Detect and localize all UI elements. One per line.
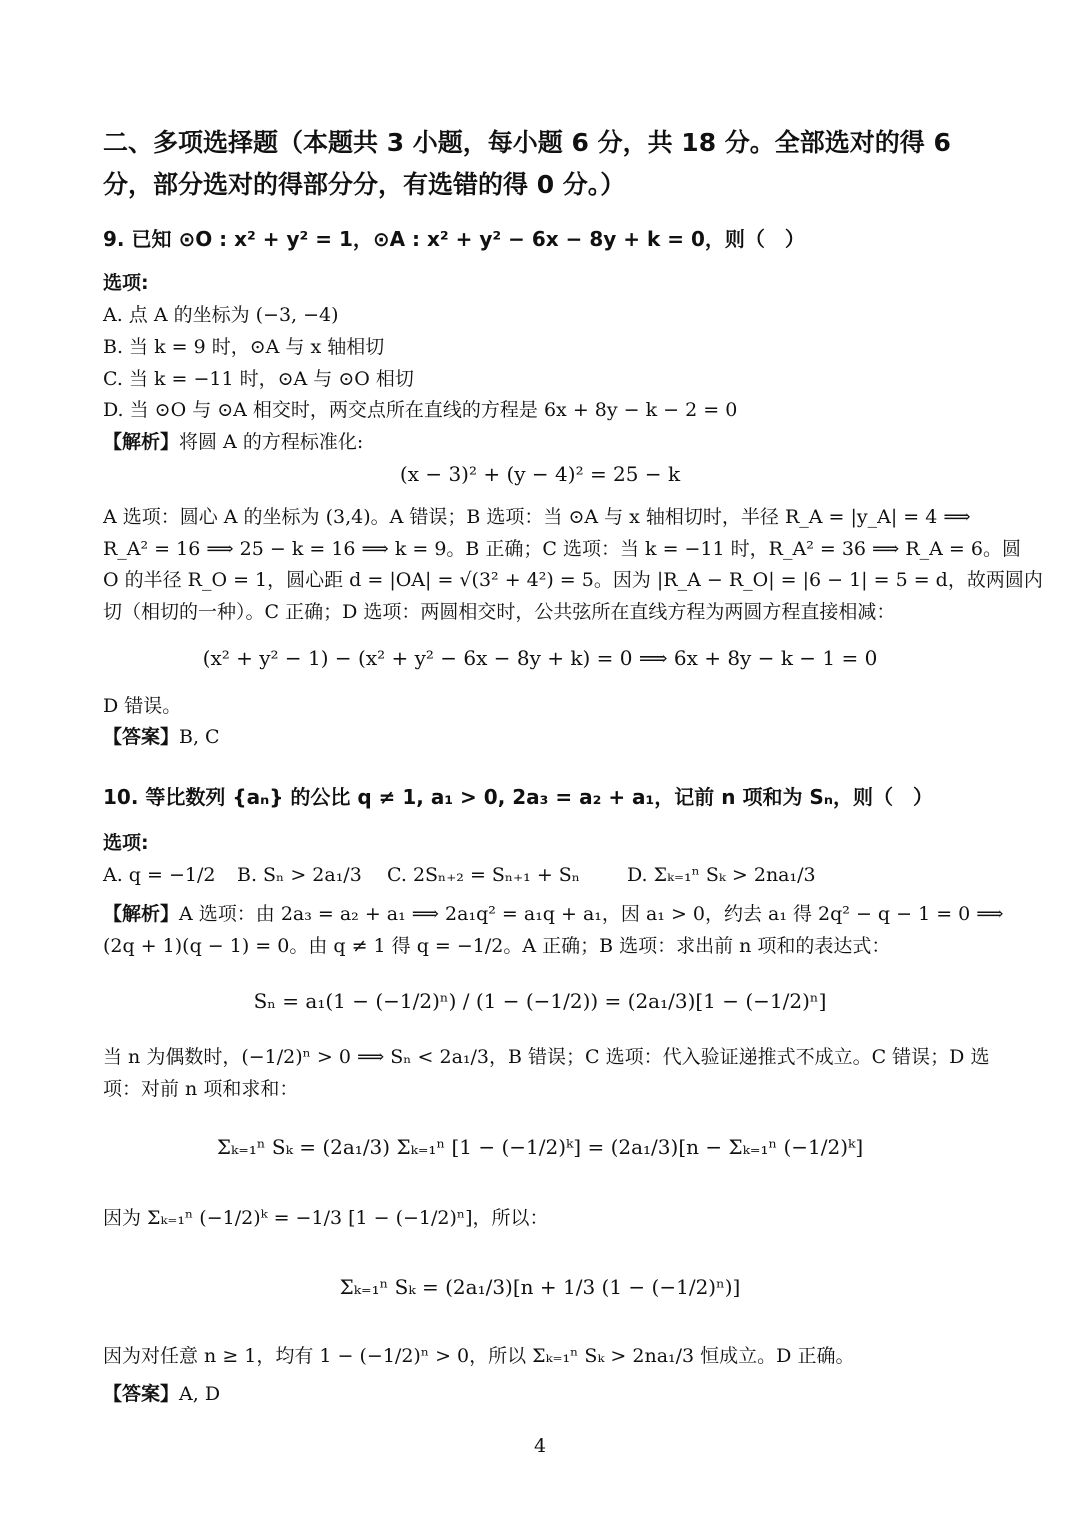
q10-body-line-1: 当 n 为偶数时，(−1/2)ⁿ > 0 ⟹ Sₙ < 2a₁/3，B 错误；C 选项：代入验证递推式不成立。C 错误；D 选 [103,1046,990,1068]
q10-options-row [103,862,980,888]
q9-analysis-intro: 将圆 A 的方程标准化: [179,431,364,453]
q9-option-b: B. 当 k = 9 时，⊙A 与 x 轴相切 [103,336,385,358]
q10-equation-3: Σₖ₌₁ⁿ Sₖ = (2a₁/3)[n + 1/3 (1 − (−1/2)ⁿ)] [339,1275,741,1299]
q9-body-line-2: R_A² = 16 ⟹ 25 − k = 16 ⟹ k = 9。B 正确；C 选项：当 k = −11 时，R_A² = 36 ⟹ R_A = 6。圆 [103,538,1021,560]
section-title-line-1: 二、多项选择题（本题共 3 小题，每小题 6 分，共 18 分。全部选对的得 6 [103,128,951,157]
q10-options-label: 选项: [103,832,149,854]
q10-option-d: D. Σₖ₌₁ⁿ Sₖ > 2na₁/3 [627,864,816,886]
q9-options-label: 选项: [103,272,149,294]
q9-analysis-intro-line [103,429,980,455]
q9-option-a: A. 点 A 的坐标为 (−3, −4) [103,304,339,326]
section-title-line-2: 分，部分选对的得部分分，有选错的得 0 分。） [103,170,626,199]
q9-answer-label: 【答案】 [103,726,180,748]
q10-analysis-line-1 [103,901,1004,927]
q9-equation-2: (x² + y² − 1) − (x² + y² − 6x − 8y + k) = 0 ⟹ 6x + 8y − k − 1 = 0 [202,646,878,670]
q9-body-line-4: 切（相切的一种）。C 正确；D 选项：两圆相交时，公共弦所在直线方程为两圆方程直接相减： [103,601,896,623]
q9-analysis-label: 【解析】 [103,431,180,453]
q10-equation-1: Sₙ = a₁(1 − (−1/2)ⁿ) / (1 − (−1/2)) = (2a₁/3)[1 − (−1/2)ⁿ] [253,989,827,1013]
q9-tail: D 错误。 [103,695,182,717]
q10-because-line: 因为 Σₖ₌₁ⁿ (−1/2)ᵏ = −1/3 [1 − (−1/2)ⁿ]，所以： [103,1207,549,1229]
q10-option-c: C. 2Sₙ₊₂ = Sₙ₊₁ + Sₙ [387,864,581,886]
q10-option-b: B. Sₙ > 2a₁/3 [237,864,362,886]
q9-stem: 9. 已知 ⊙O : x² + y² = 1，⊙A : x² + y² − 6x − 8y + k = 0，则（ ） [103,227,805,251]
q9-body-line-3: O 的半径 R_O = 1，圆心距 d = |OA| = √(3² + 4²) = 5。因为 |R_A − R_O| = |6 − 1| = 5 = d，故两圆内 [103,569,1043,591]
q9-body-line-1: A 选项：圆心 A 的坐标为 (3,4)。A 错误；B 选项：当 ⊙A 与 x 轴相切时，半径 R_A = |y_A| = 4 ⟹ [103,506,971,528]
q10-analysis-label: 【解析】 [103,903,180,925]
q9-answer-line [103,724,980,750]
q10-conclusion: 因为对任意 n ≥ 1，均有 1 − (−1/2)ⁿ > 0，所以 Σₖ₌₁ⁿ Sₖ > 2na₁/3 恒成立。D 正确。 [103,1345,855,1367]
q10-stem: 10. 等比数列 {aₙ} 的公比 q ≠ 1, a₁ > 0, 2a₃ = a₂ + a₁，记前 n 项和为 Sₙ，则（ ） [103,785,933,809]
q9-option-d: D. 当 ⊙O 与 ⊙A 相交时，两交点所在直线的方程是 6x + 8y − k − 2 = 0 [103,399,738,421]
q10-answer-label: 【答案】 [103,1383,180,1405]
page-number: 4 [533,1435,547,1457]
q10-analysis-text-1: A 选项：由 2a₃ = a₂ + a₁ ⟹ 2a₁q² = a₁q + a₁，因 a₁ > 0，约去 a₁ 得 2q² − q − 1 = 0 ⟹ [179,903,1004,925]
q10-body-line-2: 项：对前 n 项和求和： [103,1078,299,1100]
q9-answer: B, C [179,726,220,748]
q10-answer: A, D [179,1383,221,1405]
q10-analysis-line-2: (2q + 1)(q − 1) = 0。由 q ≠ 1 得 q = −1/2。A 正确；B 选项：求出前 n 项和的表达式： [103,935,891,957]
q10-option-a: A. q = −1/2 [103,864,216,886]
q9-equation-1: (x − 3)² + (y − 4)² = 25 − k [399,462,681,486]
q10-answer-line [103,1381,980,1407]
q10-equation-2: Σₖ₌₁ⁿ Sₖ = (2a₁/3) Σₖ₌₁ⁿ [1 − (−1/2)ᵏ] = (2a₁/3)[n − Σₖ₌₁ⁿ (−1/2)ᵏ] [216,1135,864,1159]
q9-option-c: C. 当 k = −11 时，⊙A 与 ⊙O 相切 [103,368,414,390]
